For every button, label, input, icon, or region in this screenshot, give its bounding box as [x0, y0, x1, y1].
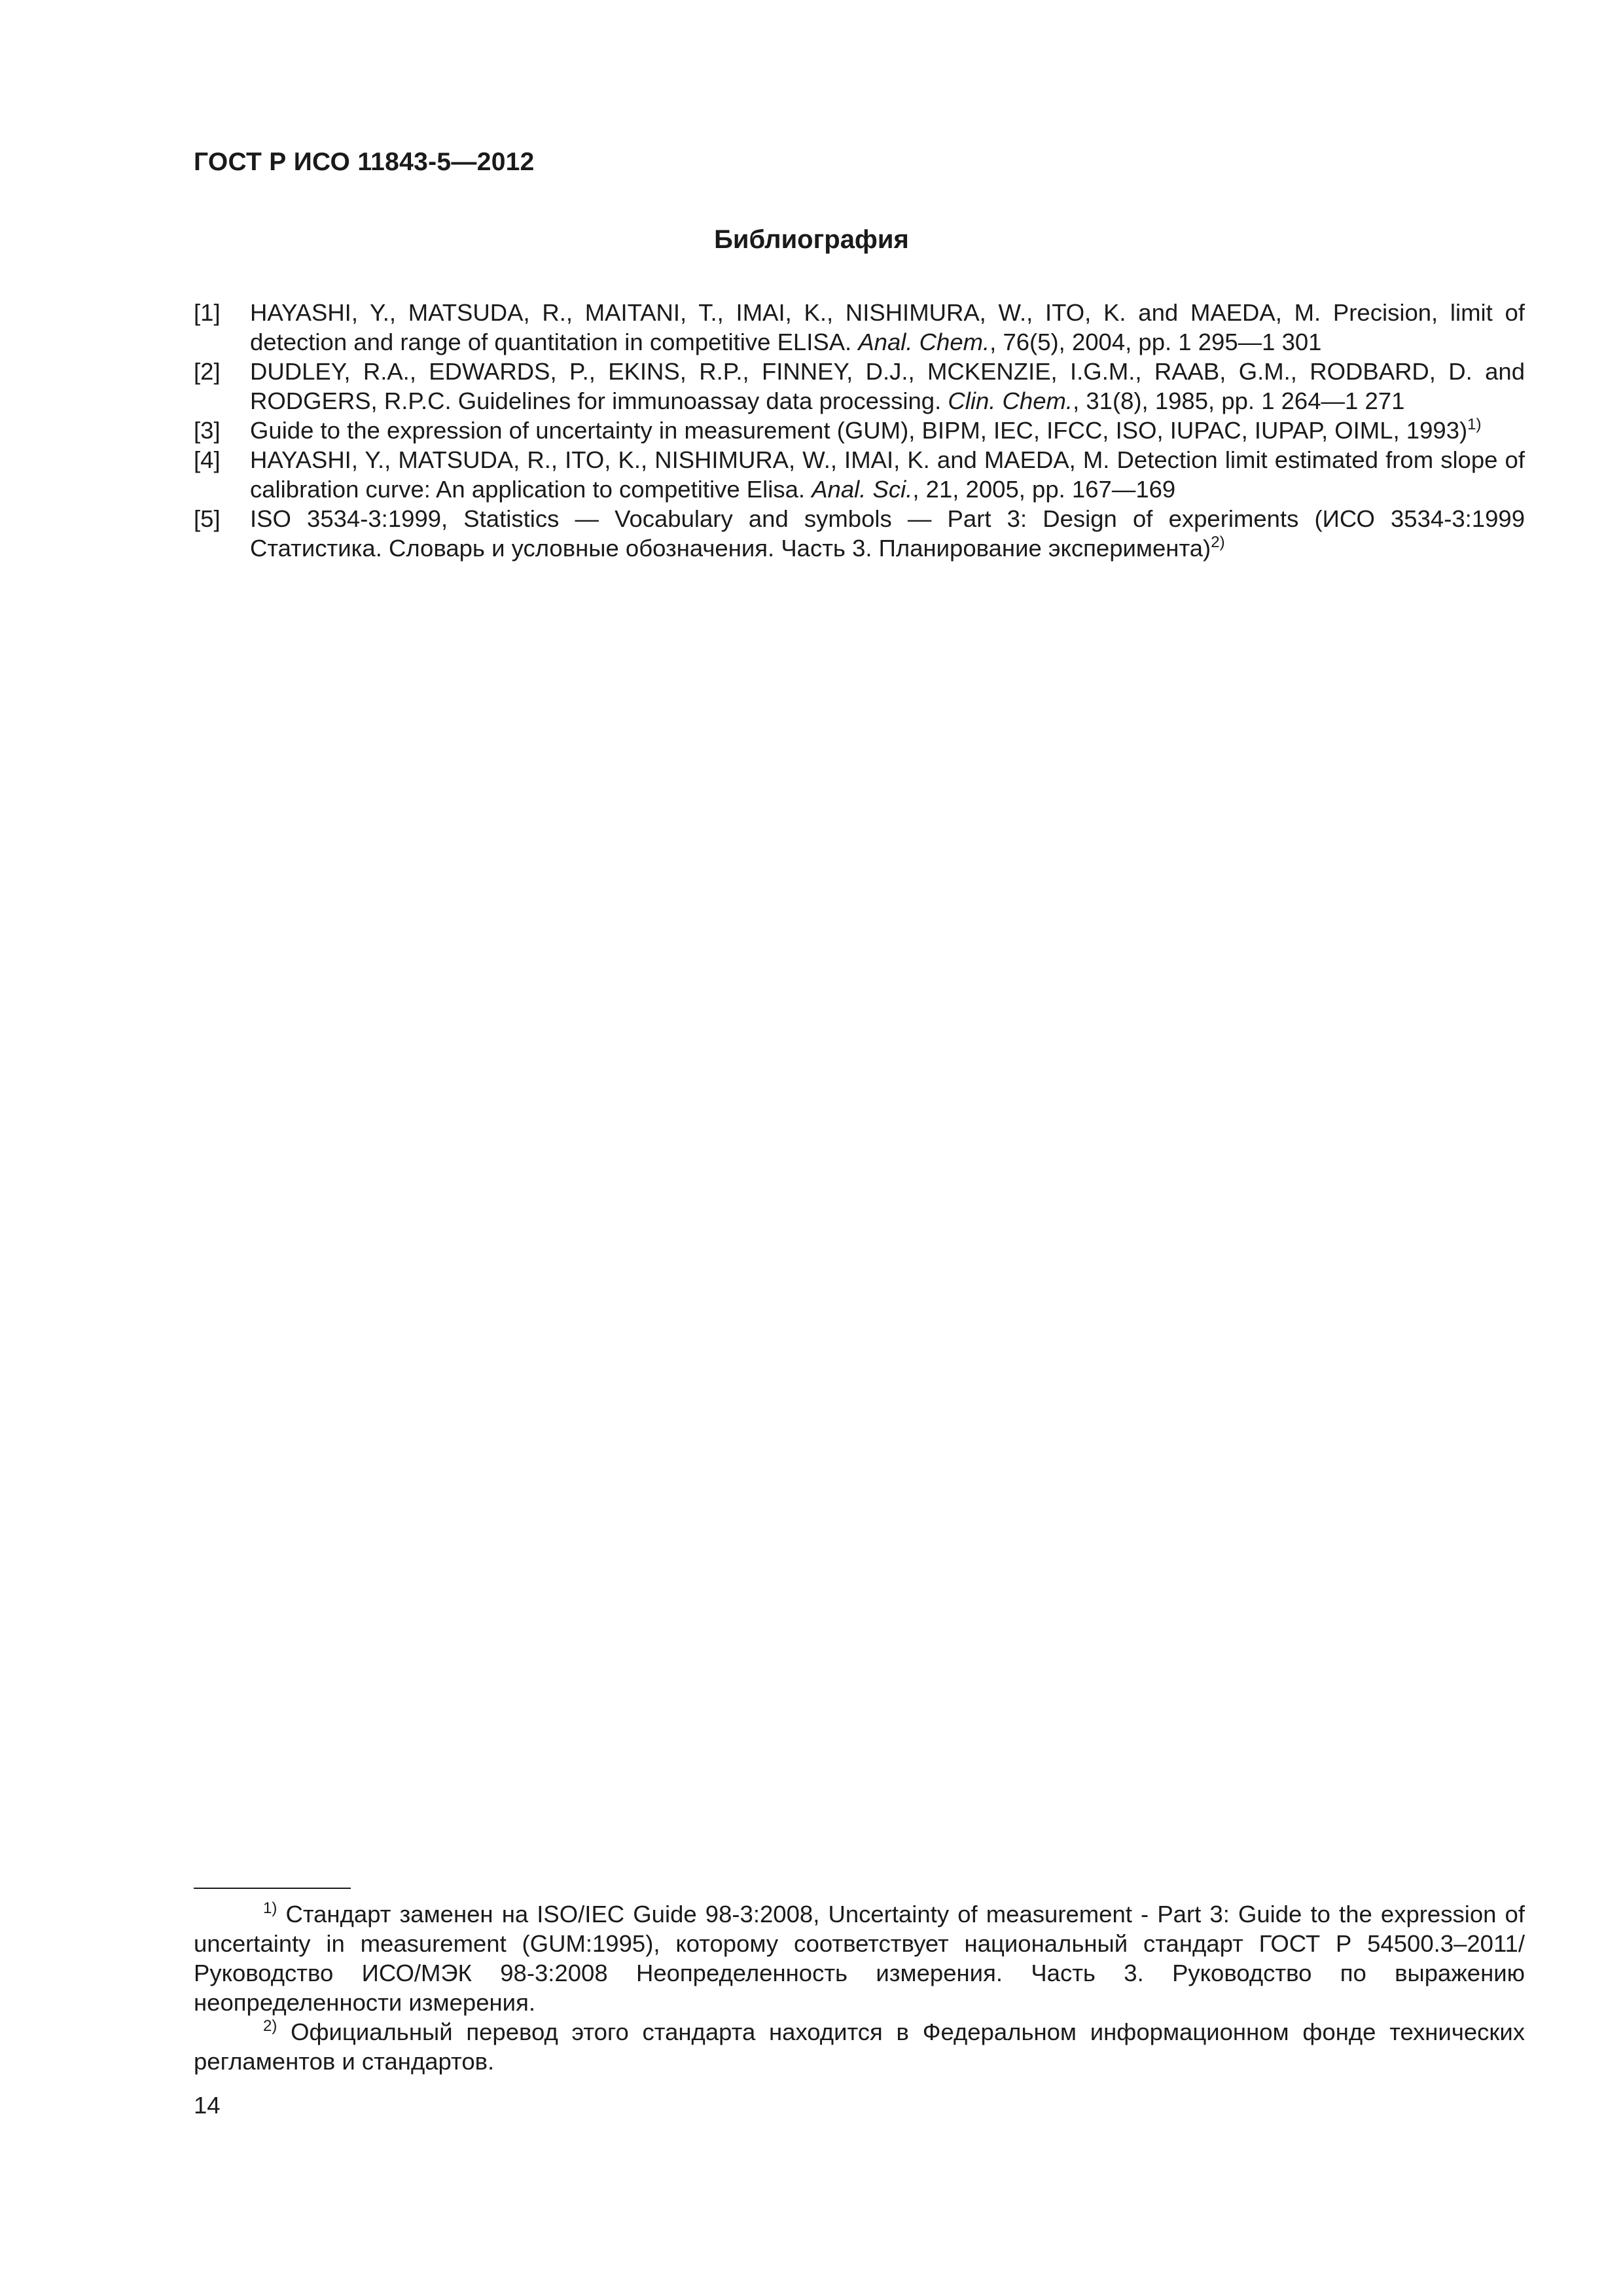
reference-citation: HAYASHI, Y., MATSUDA, R., ITO, K., NISHIMURA, W., IMAI, K. and MAEDA, M. Detection limit estimated from slope of calibration curve: An application to competitive Elisa. [250, 446, 1525, 503]
bibliography-list [194, 298, 1525, 563]
reference-item [194, 445, 1525, 504]
reference-journal: Clin. Chem. [948, 387, 1073, 414]
reference-number: [4] [194, 446, 221, 473]
reference-text [250, 504, 1525, 563]
footnote-separator [194, 1888, 351, 1889]
reference-text [250, 298, 1525, 357]
reference-journal: Anal. Chem. [858, 329, 990, 355]
reference-citation: DUDLEY, R.A., EDWARDS, P., EKINS, R.P., FINNEY, D.J., MCKENZIE, I.G.M., RAAB, G.M., RODBARD, D. and RODGERS, R.P.C. Guidelines for immunoassay data processing. [250, 358, 1525, 414]
reference-item [194, 416, 1525, 445]
footnote-text: Официальный перевод этого стандарта находится в Федеральном информационном фонде технических регламентов и стандартов. [194, 2018, 1525, 2075]
page-number: 14 [194, 2092, 221, 2119]
reference-item [194, 298, 1525, 357]
reference-item [194, 504, 1525, 563]
section-title: Библиография [714, 225, 909, 254]
footnote-reference-mark: 1) [1467, 416, 1482, 433]
reference-details: , 76(5), 2004, pp. 1 295—1 301 [990, 329, 1322, 355]
reference-details: , 31(8), 1985, pp. 1 264—1 271 [1073, 387, 1405, 414]
reference-number: [5] [194, 505, 221, 532]
reference-number: [3] [194, 417, 221, 444]
footnote-item [194, 2017, 1525, 2076]
reference-citation: Guide to the expression of uncertainty in measurement (GUM), BIPM, IEC, IFCC, ISO, IUPAC, IUPAP, OIML, 1993) [250, 417, 1468, 444]
footnote-reference-mark: 2) [1211, 533, 1225, 551]
reference-number: [2] [194, 358, 221, 385]
reference-citation: ISO 3534-3:1999, Statistics — Vocabulary and symbols — Part 3: Design of experiments (ИСО 3534-3:1999 Статистика. Словарь и условные обозначения. Часть 3. Планирование эксперимента) [250, 505, 1525, 562]
reference-details: , 21, 2005, pp. 167—169 [912, 476, 1176, 503]
footnotes [194, 1899, 1525, 2076]
reference-text [250, 416, 1525, 445]
reference-text [250, 357, 1525, 416]
reference-text [250, 445, 1525, 504]
footnote-mark: 1) [263, 1899, 277, 1917]
footnote-mark: 2) [263, 2017, 277, 2035]
standard-code-header: ГОСТ Р ИСО 11843-5—2012 [194, 148, 535, 176]
footnote-item [194, 1899, 1525, 2017]
reference-citation: HAYASHI, Y., MATSUDA, R., MAITANI, T., IMAI, K., NISHIMURA, W., ITO, K. and MAEDA, M. Precision, limit of detection and range of quantitation in competitive ELISA. [250, 299, 1525, 355]
reference-number: [1] [194, 299, 221, 326]
reference-journal: Anal. Sci. [812, 476, 913, 503]
reference-item [194, 357, 1525, 416]
footnote-text: Стандарт заменен на ISO/IEC Guide 98-3:2008, Uncertainty of measurement - Part 3: Guide to the expression of uncertainty in measurement (GUM:1995), которому соответствует национальный стандарт ГОСТ Р 54500.3–2011/ Руководство ИСО/МЭК 98-3:2008 Неопределенность измерения. Часть 3. Руководство по выражению неопределенности измерения. [194, 1901, 1525, 2016]
